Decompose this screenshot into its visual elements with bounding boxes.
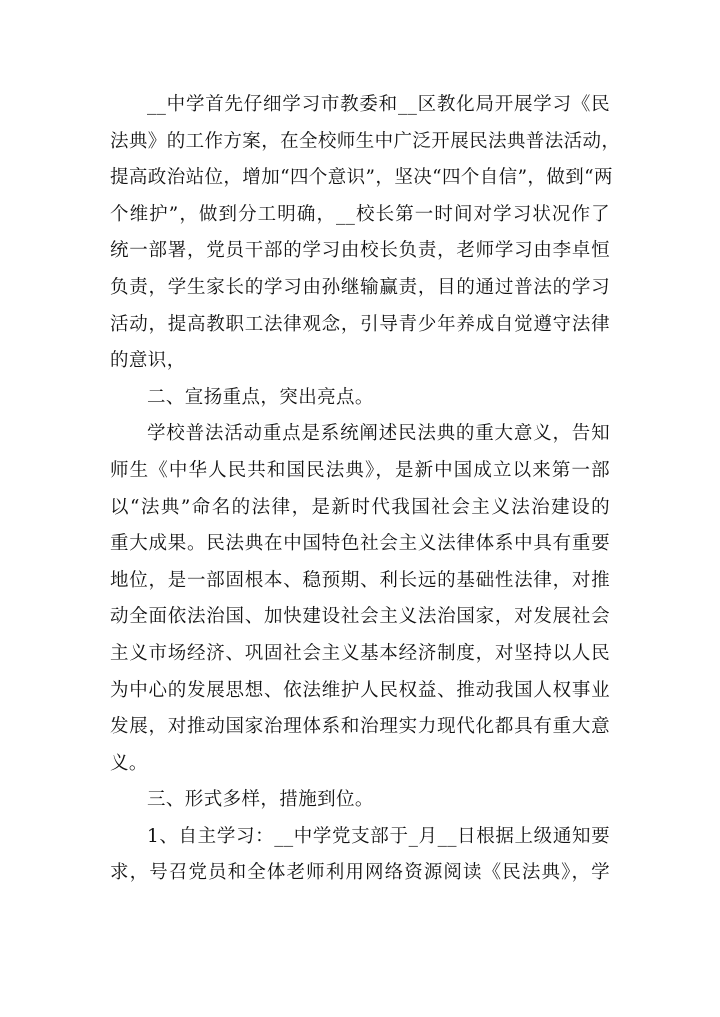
paragraph-line: 重大成果。民法典在中国特色社会主义法律体系中具有重要 (110, 533, 610, 555)
paragraph-line: 师生《中华人民共和国民法典》，是新中国成立以来第一部 (110, 459, 610, 481)
paragraph-line: 活动，提高教职工法律观念，引导青少年养成自觉遵守法律 (110, 313, 610, 335)
paragraph-line: 地位，是一部固根本、稳预期、利长远的基础性法律，对推 (110, 569, 610, 591)
paragraph-line: 以“法典”命名的法律，是新时代我国社会主义法治建设的 (110, 496, 610, 518)
paragraph-line: 个维护”，做到分工明确，__校长第一时间对学习状况作了 (110, 203, 610, 225)
paragraph-line: 统一部署，党员干部的学习由校长负责，老师学习由李卓恒 (110, 240, 610, 262)
section-heading: 三、形式多样，措施到位。 (147, 789, 374, 811)
paragraph-line: 学校普法活动重点是系统阐述民法典的重大意义，告知 (147, 423, 610, 445)
paragraph-line: 为中心的发展思想、依法维护人民权益、推动我国人权事业 (110, 679, 610, 701)
paragraph-line: 负责，学生家长的学习由孙继输赢责，目的通过普法的学习 (110, 276, 610, 298)
paragraph-line: 动全面依法治国、加快建设社会主义法治国家，对发展社会 (110, 606, 610, 628)
body-text (110, 87, 621, 892)
paragraph-line: 法典》的工作方案，在全校师生中广泛开展民法典普法活动， (110, 130, 621, 152)
paragraph-line: 提高政治站位，增加“四个意识”，坚决“四个自信”，做到“两 (110, 167, 613, 189)
paragraph-line: 1、自主学习：__中学党支部于_月__日根据上级通知要 (147, 825, 610, 847)
paragraph-line: 求，号召党员和全体老师利用网络资源阅读《民法典》，学 (110, 862, 610, 884)
paragraph-line: 主义市场经济、巩固社会主义基本经济制度，对坚持以人民 (110, 642, 610, 664)
section-heading: 二、宣扬重点，突出亮点。 (147, 386, 374, 408)
paragraph-line: 义。 (110, 752, 148, 774)
paragraph-line: __中学首先仔细学习市教委和__区教化局开展学习《民 (147, 94, 610, 115)
paragraph-line: 的意识， (110, 350, 186, 372)
paragraph-line: 发展，对推动国家治理体系和治理实力现代化都具有重大意 (110, 716, 610, 738)
